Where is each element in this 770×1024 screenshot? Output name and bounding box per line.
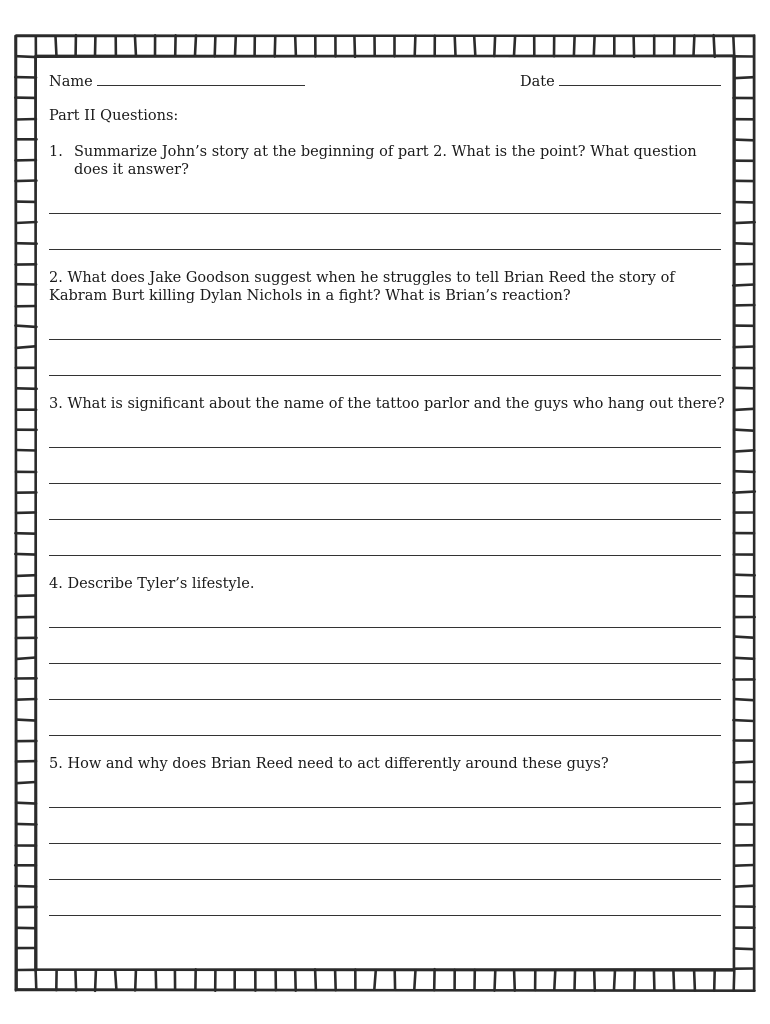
question-1: [49, 143, 724, 179]
question-2: 2. What does Jake Goodson suggest when he struggles to tell Brian Reed the story of Kabram Burt killing Dylan Nichols in a fight? What is Brian’s reaction?: [49, 270, 675, 304]
answer-line[interactable]: [49, 375, 721, 376]
name-label: Name: [49, 74, 93, 90]
date-field: [520, 71, 721, 91]
answer-line[interactable]: [49, 915, 721, 916]
question-1-text: Summarize John’s story at the beginning of part 2. What is the point? What question does it answer?: [74, 144, 697, 178]
answer-line[interactable]: [49, 213, 721, 214]
answer-line[interactable]: [49, 843, 721, 844]
answer-line[interactable]: [49, 627, 721, 628]
answer-line[interactable]: [49, 807, 721, 808]
question-1-number: 1.: [49, 144, 63, 160]
answer-line[interactable]: [49, 555, 721, 556]
answer-line[interactable]: [49, 879, 721, 880]
date-label: Date: [520, 74, 555, 90]
section-title: Part II Questions:: [49, 108, 179, 124]
answer-line[interactable]: [49, 519, 721, 520]
date-blank[interactable]: [559, 71, 721, 86]
answer-line[interactable]: [49, 249, 721, 250]
answer-line[interactable]: [49, 483, 721, 484]
question-3: 3. What is significant about the name of the tattoo parlor and the guys who hang out there?: [49, 396, 725, 412]
answer-line[interactable]: [49, 735, 721, 736]
name-blank[interactable]: [97, 71, 305, 86]
answer-line[interactable]: [49, 339, 721, 340]
answer-line[interactable]: [49, 663, 721, 664]
question-4: 4. Describe Tyler’s lifestyle.: [49, 576, 255, 592]
answer-line[interactable]: [49, 699, 721, 700]
name-field: [49, 71, 305, 91]
question-5: 5. How and why does Brian Reed need to act differently around these guys?: [49, 756, 609, 772]
answer-line[interactable]: [49, 447, 721, 448]
